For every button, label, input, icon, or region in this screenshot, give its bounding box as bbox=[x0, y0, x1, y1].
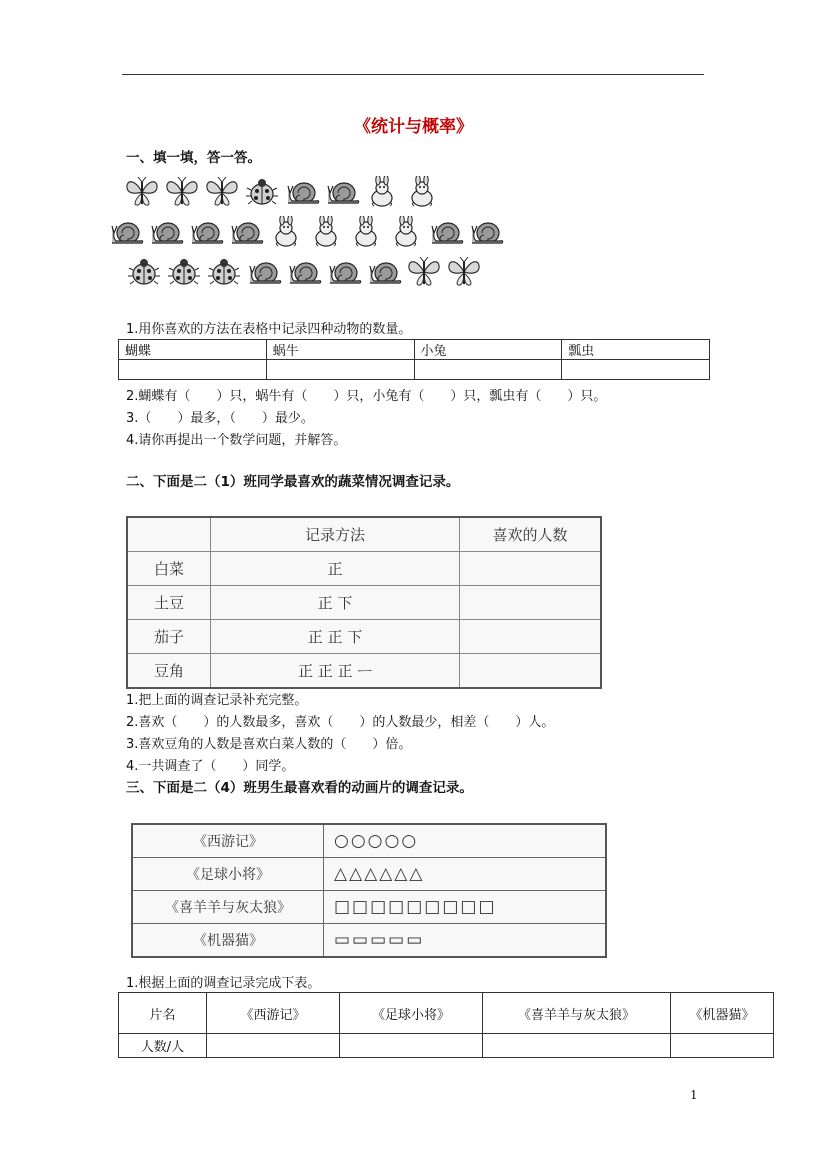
tally-marks: 正 下 bbox=[211, 586, 460, 620]
header-cell: 记录方法 bbox=[211, 517, 460, 552]
table-row bbox=[127, 552, 601, 586]
ladybug-icon bbox=[206, 256, 242, 288]
ladybug-icon bbox=[166, 256, 202, 288]
header-cell: 蜗牛 bbox=[266, 340, 414, 360]
tally-symbols: □□□□□□□□□ bbox=[324, 891, 607, 924]
cartoon-name: 《喜羊羊与灰太狼》 bbox=[132, 891, 324, 924]
s1-record-table bbox=[118, 339, 710, 380]
rabbit-icon bbox=[388, 216, 424, 248]
cartoon-survey-table bbox=[131, 823, 607, 958]
table-row bbox=[119, 360, 710, 380]
answer-cell[interactable] bbox=[119, 360, 267, 380]
header-cell: 瓢虫 bbox=[562, 340, 710, 360]
count-cell[interactable] bbox=[460, 654, 602, 689]
snail-icon bbox=[326, 256, 362, 288]
s1-question-4: 4.请你再提出一个数学问题，并解答。 bbox=[126, 433, 347, 448]
animal-row bbox=[126, 256, 504, 288]
s2-question-3: 3.喜欢豆角的人数是喜欢白菜人数的（ ）倍。 bbox=[126, 737, 412, 752]
section3-heading: 三、下面是二（4）班男生最喜欢看的动画片的调查记录。 bbox=[126, 780, 473, 796]
answer-cell[interactable] bbox=[207, 1034, 340, 1058]
header-cell: 蝴蝶 bbox=[119, 340, 267, 360]
answer-cell[interactable] bbox=[562, 360, 710, 380]
table-row bbox=[127, 586, 601, 620]
snail-icon bbox=[108, 216, 144, 248]
cartoon-name: 《西游记》 bbox=[132, 824, 324, 858]
page-title: 《统计与概率》 bbox=[354, 117, 473, 137]
snail-icon bbox=[468, 216, 504, 248]
table-row bbox=[132, 924, 606, 958]
butterfly-icon bbox=[124, 176, 160, 208]
s2-question-2: 2.喜欢（ ）的人数最多，喜欢（ ）的人数最少，相差（ ）人。 bbox=[126, 715, 555, 730]
table-row bbox=[132, 858, 606, 891]
answer-cell[interactable] bbox=[414, 360, 562, 380]
vegetable-name: 白菜 bbox=[127, 552, 211, 586]
animal-picture bbox=[124, 176, 504, 288]
table-row bbox=[132, 824, 606, 858]
animal-row bbox=[108, 216, 504, 248]
table-row bbox=[119, 340, 710, 360]
header-cell: 喜欢的人数 bbox=[460, 517, 602, 552]
count-cell[interactable] bbox=[460, 586, 602, 620]
s2-question-4: 4.一共调查了（ ）同学。 bbox=[126, 759, 295, 774]
ladybug-icon bbox=[126, 256, 162, 288]
tally-marks: 正 正 下 bbox=[211, 620, 460, 654]
count-cell[interactable] bbox=[460, 552, 602, 586]
rabbit-icon bbox=[268, 216, 304, 248]
answer-cell[interactable] bbox=[340, 1034, 483, 1058]
s1-question-2: 2.蝴蝶有（ ）只，蜗牛有（ ）只，小兔有（ ）只，瓢虫有（ ）只。 bbox=[126, 389, 607, 404]
snail-icon bbox=[324, 176, 360, 208]
table-row bbox=[119, 993, 774, 1034]
table-row bbox=[132, 891, 606, 924]
header-cell: 《喜羊羊与灰太狼》 bbox=[483, 993, 671, 1034]
s3-answer-table bbox=[118, 992, 774, 1058]
table-row bbox=[127, 620, 601, 654]
butterfly-icon bbox=[164, 176, 200, 208]
butterfly-icon bbox=[204, 176, 240, 208]
table-row bbox=[127, 654, 601, 689]
rabbit-icon bbox=[404, 176, 440, 208]
snail-icon bbox=[246, 256, 282, 288]
butterfly-icon bbox=[446, 256, 482, 288]
tally-symbols: ▭▭▭▭▭ bbox=[324, 924, 607, 958]
header-cell: 《足球小将》 bbox=[340, 993, 483, 1034]
header-cell: 《西游记》 bbox=[207, 993, 340, 1034]
snail-icon bbox=[286, 256, 322, 288]
header-cell bbox=[127, 517, 211, 552]
answer-cell[interactable] bbox=[671, 1034, 774, 1058]
page-number: 1 bbox=[690, 1088, 698, 1102]
answer-cell[interactable] bbox=[483, 1034, 671, 1058]
rabbit-icon bbox=[364, 176, 400, 208]
snail-icon bbox=[228, 216, 264, 248]
snail-icon bbox=[366, 256, 402, 288]
snail-icon bbox=[188, 216, 224, 248]
header-cell: 片名 bbox=[119, 993, 207, 1034]
snail-icon bbox=[148, 216, 184, 248]
vegetable-survey-table bbox=[126, 516, 602, 689]
table-row bbox=[127, 517, 601, 552]
answer-cell[interactable] bbox=[266, 360, 414, 380]
row-label: 人数/人 bbox=[119, 1034, 207, 1058]
s1-question-1: 1.用你喜欢的方法在表格中记录四种动物的数量。 bbox=[126, 322, 412, 337]
header-cell: 小兔 bbox=[414, 340, 562, 360]
s2-question-1: 1.把上面的调查记录补充完整。 bbox=[126, 693, 308, 708]
rabbit-icon bbox=[348, 216, 384, 248]
rabbit-icon bbox=[308, 216, 344, 248]
animal-row bbox=[124, 176, 504, 208]
ladybug-icon bbox=[244, 176, 280, 208]
header-rule bbox=[122, 74, 704, 75]
vegetable-name: 豆角 bbox=[127, 654, 211, 689]
header-cell: 《机器猫》 bbox=[671, 993, 774, 1034]
vegetable-name: 土豆 bbox=[127, 586, 211, 620]
s3-question-1: 1.根据上面的调查记录完成下表。 bbox=[126, 976, 321, 991]
section1-heading: 一、填一填，答一答。 bbox=[126, 150, 261, 166]
tally-marks: 正 bbox=[211, 552, 460, 586]
snail-icon bbox=[428, 216, 464, 248]
section2-heading: 二、下面是二（1）班同学最喜欢的蔬菜情况调查记录。 bbox=[126, 474, 460, 490]
vegetable-name: 茄子 bbox=[127, 620, 211, 654]
cartoon-name: 《足球小将》 bbox=[132, 858, 324, 891]
table-row bbox=[119, 1034, 774, 1058]
snail-icon bbox=[284, 176, 320, 208]
s1-question-3: 3.（ ）最多，（ ）最少。 bbox=[126, 411, 314, 426]
cartoon-name: 《机器猫》 bbox=[132, 924, 324, 958]
count-cell[interactable] bbox=[460, 620, 602, 654]
tally-marks: 正 正 正 ᅳ bbox=[211, 654, 460, 689]
tally-symbols: △△△△△△ bbox=[324, 858, 607, 891]
tally-symbols: ○○○○○ bbox=[324, 824, 607, 858]
butterfly-icon bbox=[406, 256, 442, 288]
